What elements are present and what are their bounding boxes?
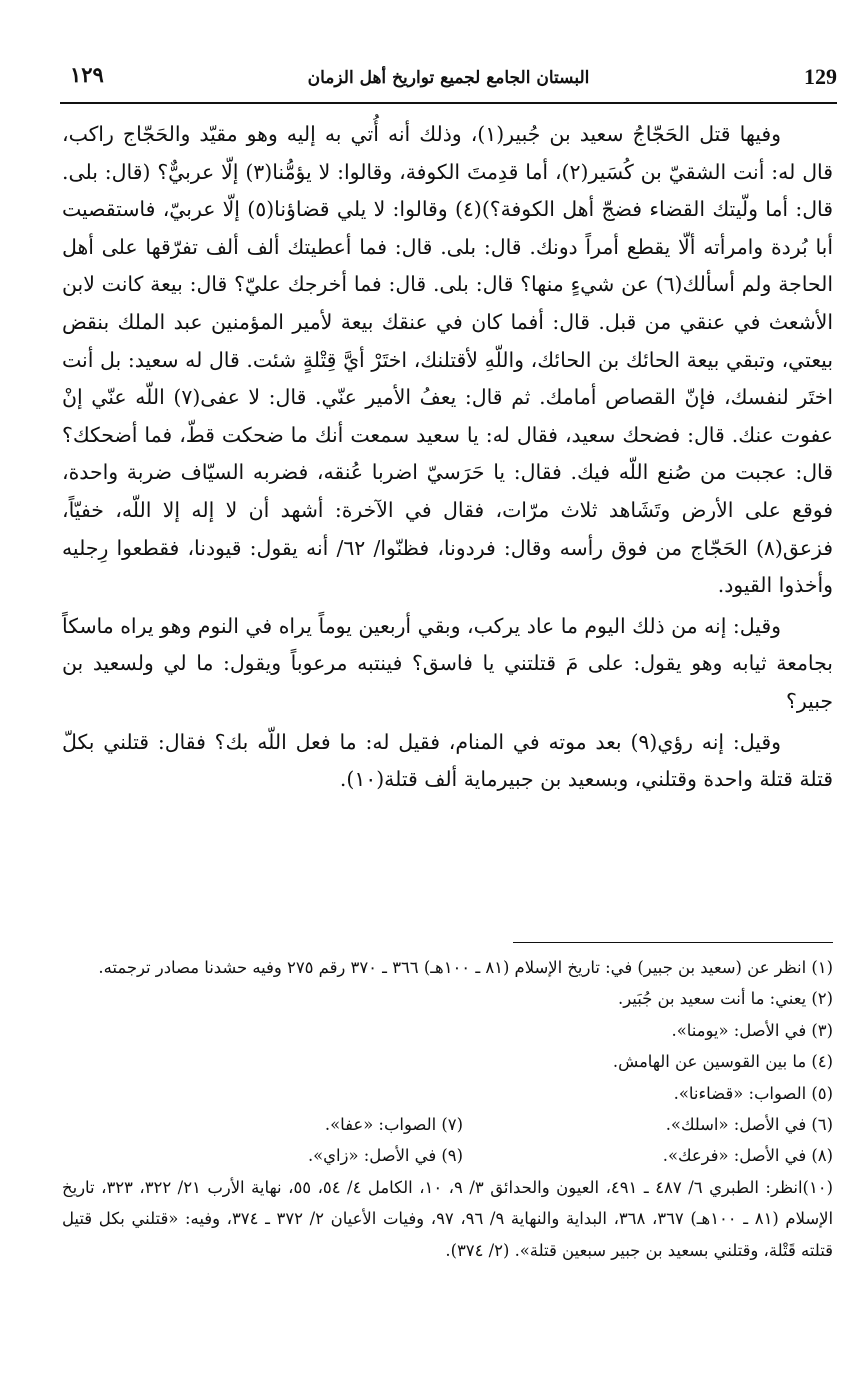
footnotes — [62, 952, 833, 1266]
footnote-6: (٦) في الأصل: «اسلك». — [665, 1115, 833, 1135]
footnote-1: (١) انظر عن (سعيد بن جبير) في: تاريخ الإسلام (٨١ ـ ١٠٠هـ) ٣٦٦ ـ ٣٧٠ رقم ٢٧٥ وفيه حشدنا مصادر ترجمته. — [98, 958, 833, 977]
footnote-10: (١٠)انظر: الطبري ٦/ ٤٨٧ ـ ٤٩١، العيون والحدائق ٣/ ٩، ١٠، الكامل ٤/ ٥٤، ٥٥، نهاية الأرب ٢١/ ٣٢٢، ٣٢٣، تاريخ الإسلام (٨١ ـ ١٠٠هـ) ٣٦٧، ٣٦٨، البداية والنهاية ٩/ ٩٦، ٩٧، وفيات الأعيان ٢/ ٣٧٢ ـ ٣٧٤، وفيه: «قتلني بكل قتيل قتلته قَتْلة، وقتلني بسعيد بن جبير سبعين قتلة». (٢/ ٣٧٤). — [62, 1177, 833, 1260]
footnote-separator — [513, 942, 833, 943]
page-number-arabic: ١٢٩ — [70, 62, 104, 87]
paragraph-1: وفيها قتل الحَجّاجُ سعيد بن جُبير(١)، وذلك أنه أُتي به إليه وهو مقيّد والحَجّاج راكب، قال له: أنت الشقيّ بن كُسَير(٢)، أما قدِمتَ الكوفة، وقالوا: لا يؤمُّنا(٣) إلّا عربيٌّ؟ (قال: بلى. قال: أما ولّيتك القضاء فضجّ أهل الكوفة؟)(٤) وقالوا: لا يلي قضاؤنا(٥) إلّا عربيّ، فاستقصيت أبا بُردة وامرأته ألّا يقطع أمراً دونك. قال: بلى. قال: فما أعطيتك ألف ألف تفرّقها على أهل الحاجة ولم أسألك(٦) عن شيءٍ منها؟ قال: بلى. قال: فما أخرجك عليّ؟ قال: بيعة كانت لابن الأشعث في عنقي من قبل. قال: أفما كان في عنقك بيعة لأمير المؤمنين عبد الملك بنقض بيعتي، وتبقي بيعة الحائك بن الحائك، واللّهِ لأقتلنك، اختَرْ أيَّ قِتْلةٍ شئت. قال له سعيد: بل أنت اختَر لنفسك، فإنّ القصاص أمامك. ثم قال: يعفُ الأمير عنّي. قال: لا عفى(٧) اللّه عنّي إنْ عفوت عنك. قال: فضحك سعيد، فقال له: يا سعيد سمعت أنك ما ضحكت قطّ، فما أضحكك؟ قال: عجبت من صُنع اللّه فيك. فقال: يا حَرَسيّ اضربا عُنقه، فضربه السيّاف ضربة واحدة، فوقع على الأرض وتَشَاهد ثلاث مرّات، فقال في الآخرة: أشهد أن لا إله إلا اللّه، خفيّاً، فزعق(٨) الحَجّاج من فوق رأسه وقال: فردونا، فظنّوا/ ٦٢/ أنه يقول: قيودنا، فقطعوا رِجليه وأخذوا القيود. — [62, 122, 833, 598]
running-title: البستان الجامع لجميع تواريخ أهل الزمان — [307, 68, 590, 88]
footnote-4: (٤) ما بين القوسين عن الهامش. — [612, 1052, 833, 1072]
main-text — [62, 116, 833, 799]
footnote-2: (٢) يعني: ما أنت سعيد بن جُبَير. — [618, 989, 833, 1009]
running-header — [60, 62, 837, 104]
paragraph-3: وقيل: إنه رؤي(٩) بعد موته في المنام، فقيل له: ما فعل اللّه بك؟ فقال: قتلني بكلّ قتلة قتلة واحدة وقتلني، وبسعيد بن جبيرماية ألف قتلة(١٠). — [62, 729, 833, 792]
footnote-row-6-7 — [62, 1109, 833, 1140]
footnote-7: (٧) الصواب: «عفا». — [324, 1115, 463, 1135]
footnote-3: (٣) في الأصل: «يومنا». — [671, 1020, 833, 1040]
footnote-row-8-9 — [62, 1140, 833, 1171]
page-number-latin: 129 — [804, 64, 837, 89]
paragraph-2: وقيل: إنه من ذلك اليوم ما عاد يركب، وبقي أربعين يوماً يراه في النوم وهو يراه ماسكاً بجامعة ثيابه وهو يقول: على مَ قتلتني يا فاسق؟ فينتبه مرعوباً ويقول: ما لي ولسعيد بن جبير؟ — [62, 613, 833, 713]
footnote-8: (٨) في الأصل: «فرعك». — [662, 1146, 833, 1166]
footnote-5: (٥) الصواب: «قضاءنا». — [673, 1083, 833, 1103]
footnote-9: (٩) في الأصل: «زاي». — [307, 1146, 463, 1166]
